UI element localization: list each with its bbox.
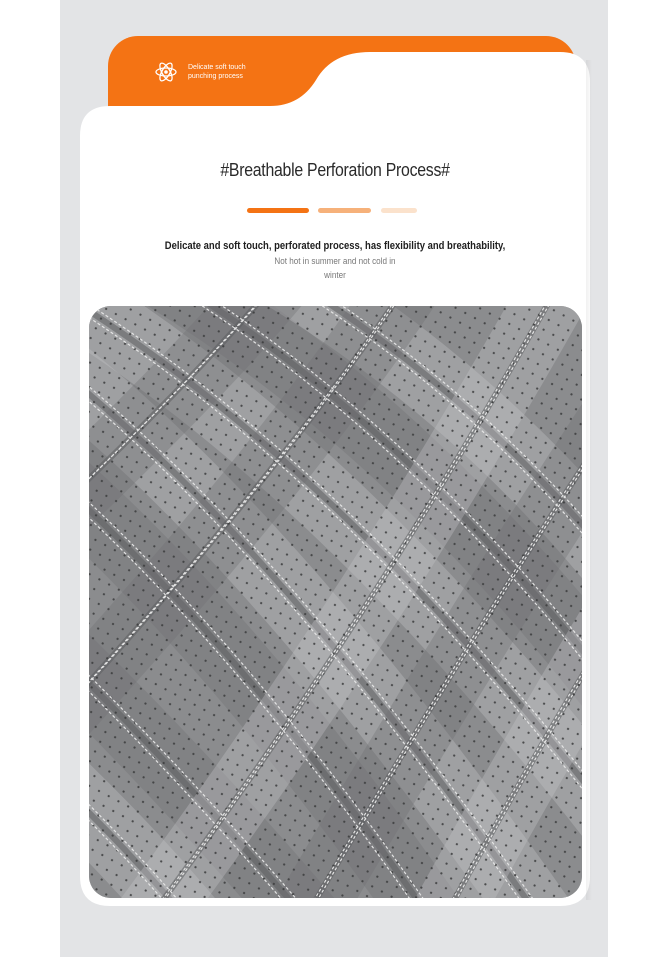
divider-bar-medium	[318, 208, 371, 213]
leather-texture	[89, 306, 582, 898]
page-title: #Breathable Perforation Process#	[220, 160, 450, 180]
atom-icon	[154, 60, 178, 84]
description	[0, 240, 670, 282]
divider-bar-dark	[247, 208, 309, 213]
feature-badge	[154, 60, 258, 84]
feature-badge-label: Delicate soft touch punching process	[188, 64, 246, 80]
divider-bar-light	[381, 208, 417, 213]
description-main: Delicate and soft touch, perforated process, has flexibility and breathability,	[164, 240, 506, 252]
perforated-leather-photo	[89, 306, 582, 898]
card-shadow	[586, 60, 592, 900]
description-sub: Not hot in summer and not cold in winter	[274, 256, 396, 280]
